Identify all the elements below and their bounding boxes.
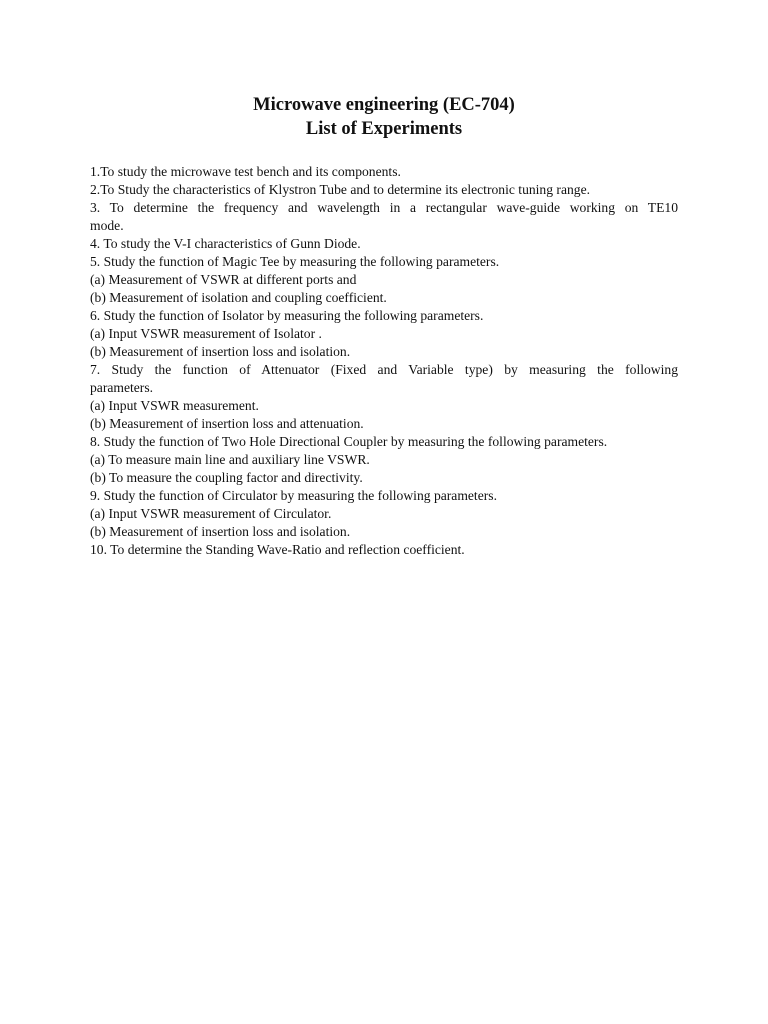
- experiment-line: (b) Measurement of isolation and coupling coefficient.: [90, 290, 387, 305]
- document-title: Microwave engineering (EC-704): [253, 95, 515, 115]
- experiment-line: 8. Study the function of Two Hole Directional Coupler by measuring the following parameters.: [90, 434, 608, 449]
- experiment-line: (a) To measure main line and auxiliary line VSWR.: [90, 452, 370, 467]
- experiment-line: parameters.: [90, 380, 154, 395]
- experiment-line: mode.: [90, 218, 124, 233]
- experiment-line: 10. To determine the Standing Wave-Ratio and reflection coefficient.: [90, 542, 465, 557]
- experiment-line: (a) Measurement of VSWR at different ports and: [90, 272, 357, 287]
- experiment-line: (b) Measurement of insertion loss and attenuation.: [90, 416, 364, 431]
- experiment-line: 9. Study the function of Circulator by measuring the following parameters.: [90, 488, 497, 503]
- experiment-line: 7. Study the function of Attenuator (Fixed and Variable type) by measuring the following: [90, 362, 678, 377]
- experiment-line: (a) Input VSWR measurement.: [90, 398, 259, 413]
- document-subtitle: List of Experiments: [305, 119, 463, 139]
- experiment-line: (b) Measurement of insertion loss and isolation.: [90, 524, 351, 539]
- experiment-line: 5. Study the function of Magic Tee by measuring the following parameters.: [90, 254, 500, 269]
- experiment-line: 3. To determine the frequency and wavelength in a rectangular wave-guide working on TE10: [90, 200, 678, 215]
- experiment-line: (a) Input VSWR measurement of Circulator.: [90, 506, 332, 521]
- experiment-line: 6. Study the function of Isolator by measuring the following parameters.: [90, 308, 484, 323]
- experiment-line: (b) Measurement of insertion loss and isolation.: [90, 344, 351, 359]
- experiment-line: 2.To Study the characteristics of Klystron Tube and to determine its electronic tuning range.: [90, 182, 591, 197]
- document-heading: [0, 93, 768, 141]
- experiment-line: (b) To measure the coupling factor and directivity.: [90, 470, 363, 485]
- experiment-line: (a) Input VSWR measurement of Isolator .: [90, 326, 322, 341]
- experiment-line: 1.To study the microwave test bench and its components.: [90, 164, 401, 179]
- experiment-line: 4. To study the V-I characteristics of Gunn Diode.: [90, 236, 361, 251]
- experiment-list: [90, 163, 678, 559]
